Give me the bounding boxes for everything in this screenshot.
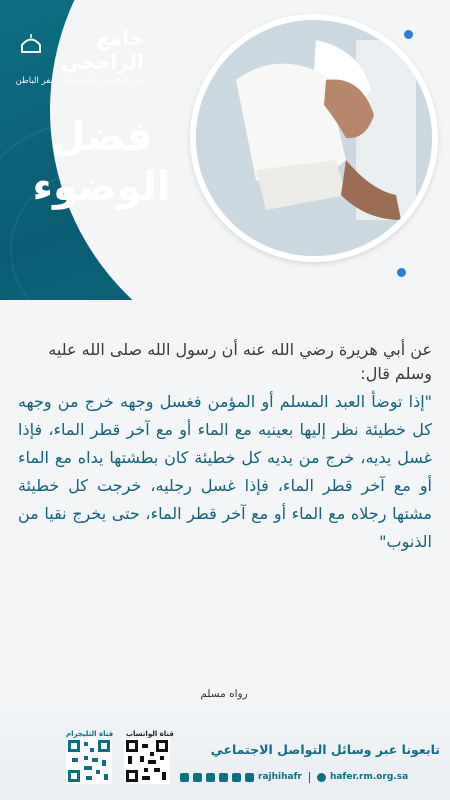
- ablution-illustration: [196, 20, 432, 256]
- whatsapp-qr-code[interactable]: [124, 738, 170, 784]
- accent-dot: [397, 268, 406, 277]
- follow-us-text: تابعونا عبر وسائل التواصل الاجتماعي: [210, 742, 440, 757]
- social-links-row: [180, 770, 440, 784]
- page-title: [14, 112, 189, 212]
- brand-name: جامع الراجحي: [61, 26, 144, 74]
- brand-tagline: شركة المنارة المتقدمة - حفر الباطن: [15, 76, 144, 86]
- globe-icon: [317, 773, 326, 782]
- hadith-source: رواه مسلم: [200, 688, 248, 700]
- telegram-label: قناة التليجرام: [66, 730, 114, 738]
- x-twitter-icon[interactable]: [206, 773, 215, 782]
- title-line-1: فضل: [50, 114, 153, 160]
- youtube-icon[interactable]: [219, 773, 228, 782]
- divider: [309, 772, 310, 783]
- whatsapp-label: قناة الواتساب: [126, 730, 174, 738]
- accent-dot: [404, 30, 413, 39]
- title-line-2: الوضوء: [32, 164, 171, 210]
- telegram-qr-code[interactable]: [66, 738, 112, 784]
- website-link[interactable]: hafer.rm.org.sa: [329, 772, 409, 782]
- instagram-icon[interactable]: [193, 773, 202, 782]
- mosque-dome-icon: [20, 34, 42, 54]
- wudu-photo: [196, 20, 432, 256]
- hadith-section: [18, 338, 432, 556]
- facebook-icon[interactable]: [245, 773, 254, 782]
- telegram-icon[interactable]: [180, 773, 189, 782]
- hadith-intro: عن أبي هريرة رضي الله عنه أن رسول الله صلى الله عليه وسلم قال:: [48, 340, 432, 383]
- snapchat-icon[interactable]: [232, 773, 241, 782]
- social-handle[interactable]: rajhihafr: [258, 772, 302, 782]
- brand-logo: [14, 26, 144, 86]
- photo-frame: [190, 14, 438, 262]
- hadith-text: "إذا توضأ العبد المسلم أو المؤمن فغسل وجهه خرج من وجهه كل خطيئة نظر إليها بعينيه مع الماء أو مع آخر قطر الماء، فإذا غسل يديه، خرج من يديه كل خطيئة كان بطشتها يداه مع الماء أو مع آخر قطر الماء، فإذا غسل رجليه، خرجت كل خطيئة مشتها رجلاه مع الماء أو مع آخر قطر الماء، حتى يخرج نقيا من الذنوب": [18, 392, 432, 551]
